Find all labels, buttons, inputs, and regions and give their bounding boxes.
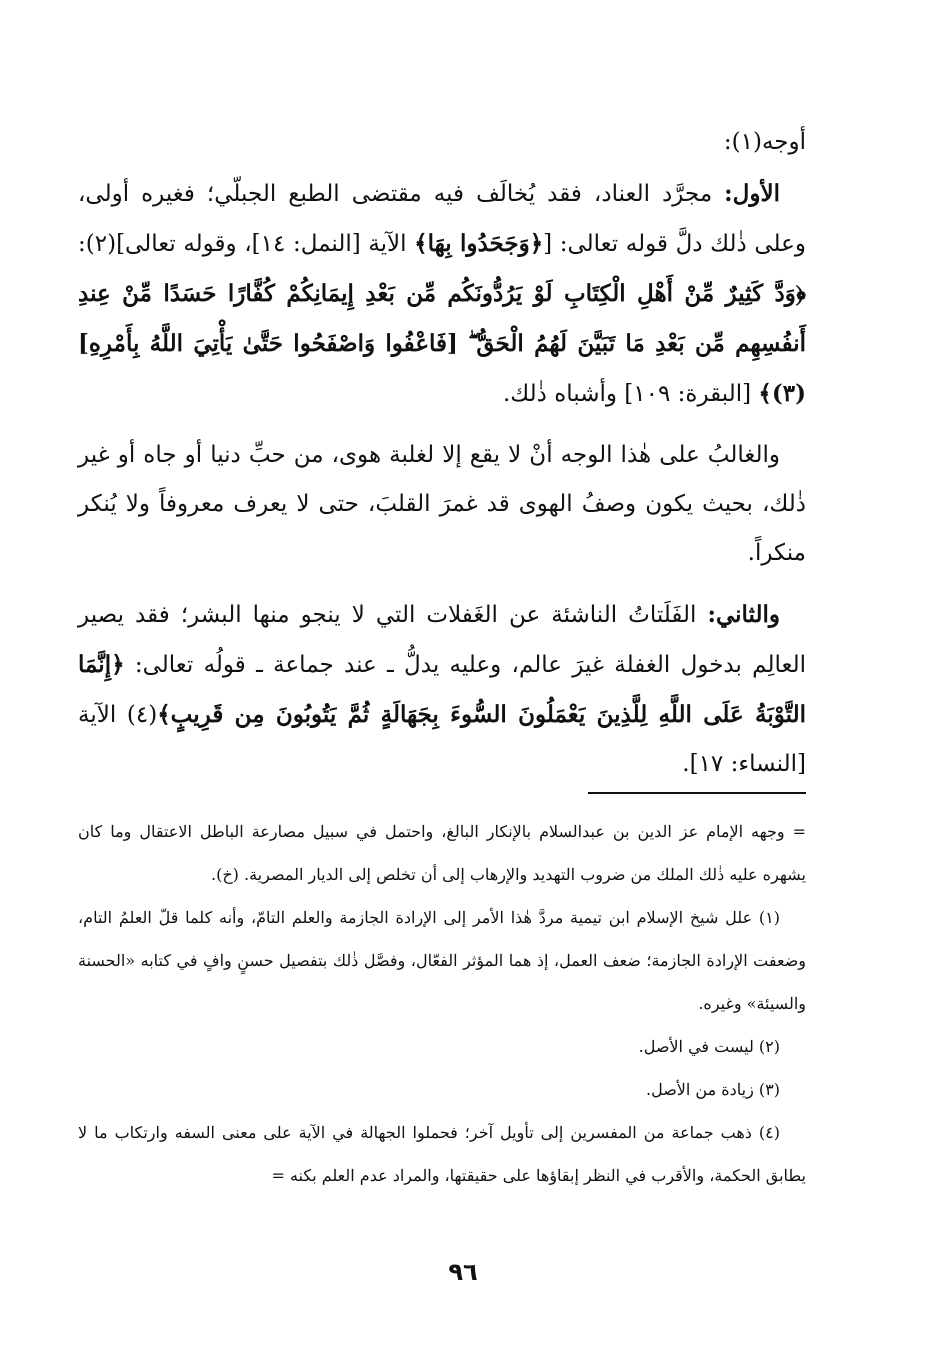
quran-verse-naml: ﴿وَجَحَدُوا بِهَا﴾ (414, 230, 544, 257)
quran-verse-baqara: ﴿وَدَّ كَثِيرٌ مِّنْ أَهْلِ الْكِتَابِ لَوْ يَرُدُّونَكُم مِّن بَعْدِ إِيمَانِكُمْ كُفَّارًا حَسَدًا مِّنْ عِندِ أَنفُسِهِم مِّن بَعْدِ مَا تَبَيَّنَ لَهُمُ الْحَقُّ ۖ [فَاعْفُوا وَاصْفَحُوا حَتَّىٰ يَأْتِيَ اللَّهُ بِأَمْرِهِ](٣)﴾ (78, 280, 806, 407)
second-aspect-heading: والثاني: (707, 601, 780, 628)
intro-line: أوجه(١): (723, 129, 806, 155)
second-aspect-text-1: الفَلَتاتُ الناشئة عن الغَفلات التي لا ينجو منها البشر؛ فقد يصير العالِم بدخول الغفلة غيرَ عالم، وعليه يدلُّ ـ عند جماعة ـ قولُه تعالى: (78, 602, 806, 678)
first-aspect-text-1: مجرَّد العناد، فقد يُخالَف فيه مقتضى الطبع الجبلّي؛ فغيره أولى، وعلى ذٰلك دلَّ قوله تعالى: [ (78, 181, 806, 257)
first-aspect-heading: الأول: (724, 180, 780, 207)
first-aspect-text-2: الآية [النمل: ١٤]، وقوله تعالى](٢): (78, 231, 415, 257)
second-aspect-paragraph (78, 590, 806, 789)
footnotes (78, 810, 806, 1197)
page-number: ٩٦ (448, 1258, 478, 1286)
main-text (78, 118, 806, 801)
footnote-1: (١) علل شيخ الإسلام ابن تيمية مردَّ هٰذا الأمر إلى الإرادة الجازمة والعلم التامّ، وأنه كلما قلّ العلمُ التام، وضعفت الإرادة الجازمة؛ ضعف العمل، إذ هما المؤثر الفعّال، وفصَّل ذٰلك بتفصيل حسنٍ وافٍ في كتابه «الحسنة والسيئة» وغيره. (78, 908, 806, 1013)
dominant-paragraph: والغالبُ على هٰذا الوجه أنْ لا يقع إلا لغلبة هوى، من حبِّ دنيا أو جاه أو غير ذٰلك، بحيث يكون وصفُ الهوى قد غمرَ القلبَ، حتى لا يعرف معروفاً ولا يُنكر منكراً. (78, 442, 806, 566)
first-aspect-paragraph (78, 169, 806, 419)
footnote-continuation: = وجهه الإمام عز الدين بن عبدالسلام بالإنكار البالغ، واحتمل في سبيل مصارعة الباطل الاعتقال وما كان يشهره عليه ذٰلك الملك من ضروب التهديد والإرهاب إلى أن تخلص إلى الديار المصرية. (خ). (78, 822, 806, 884)
first-aspect-text-3: [البقرة: ١٠٩] وأشباه ذٰلك. (502, 381, 759, 407)
quran-verse-nisa: ﴿إِنَّمَا التَّوْبَةُ عَلَى اللَّهِ لِلَّذِينَ يَعْمَلُونَ السُّوءَ بِجَهَالَةٍ ثُمَّ يَتُوبُونَ مِن قَرِيبٍ﴾ (78, 651, 806, 728)
footnote-4: (٤) ذهب جماعة من المفسرين إلى تأويل آخر؛ فحملوا الجهالة في الآية على معنى السفه وارتكاب ما لا يطابق الحكمة، والأقرب في النظر إبقاؤها على حقيقتها، والمراد عدم العلم بكنه = (78, 1123, 806, 1185)
footnote-divider (588, 792, 806, 794)
footnote-2: (٢) ليست في الأصل. (638, 1037, 780, 1056)
footnote-3: (٣) زيادة من الأصل. (645, 1080, 780, 1099)
second-aspect-text-2: (٤) الآية [النساء: ١٧]. (78, 702, 806, 777)
